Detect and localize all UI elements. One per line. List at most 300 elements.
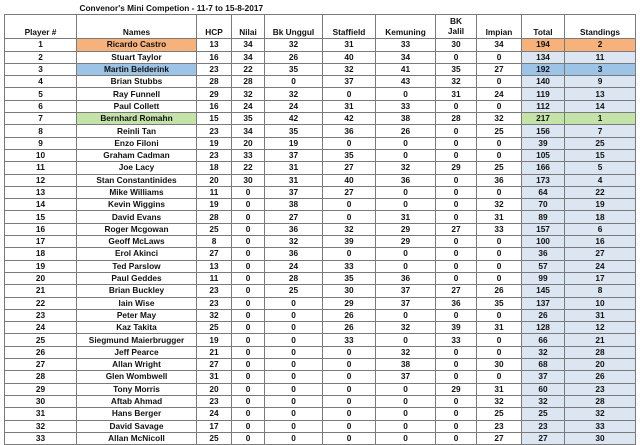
staffield-score-cell: 35 — [323, 149, 376, 161]
kemuning-score-cell: 32 — [376, 346, 436, 358]
nilai-score-cell: 0 — [232, 346, 265, 358]
total-cell: 27 — [522, 432, 565, 444]
player-name-cell: Ricardo Castro — [77, 39, 197, 51]
staffield-score-cell: 39 — [323, 236, 376, 248]
kemuning-score-cell: 34 — [376, 51, 436, 63]
total-cell: 36 — [522, 248, 565, 260]
nilai-score-cell: 0 — [232, 371, 265, 383]
standings-cell: 30 — [565, 432, 636, 444]
total-cell: 32 — [522, 395, 565, 407]
player-name-cell: Joe Lacy — [77, 162, 197, 174]
bk-jalil-score-cell: 0 — [436, 211, 477, 223]
table-row — [5, 322, 636, 334]
player-name-cell: David Savage — [77, 420, 197, 432]
player-name-cell: Stuart Taylor — [77, 51, 197, 63]
player-number-cell: 28 — [5, 371, 77, 383]
table-row — [5, 199, 636, 211]
impian-score-cell: 0 — [477, 236, 522, 248]
table-row — [5, 113, 636, 125]
player-name-cell: Roger Mcgowan — [77, 223, 197, 235]
table-row — [5, 125, 636, 137]
hcp-cell: 28 — [197, 211, 232, 223]
standings-cell: 19 — [565, 199, 636, 211]
impian-score-cell: 0 — [477, 371, 522, 383]
player-name-cell: Allan Wright — [77, 359, 197, 371]
player-number-cell: 18 — [5, 248, 77, 260]
bk-jalil-score-cell: 32 — [436, 76, 477, 88]
table-row — [5, 51, 636, 63]
player-number-cell: 2 — [5, 51, 77, 63]
bk-unggul-score-cell: 26 — [265, 51, 323, 63]
hcp-cell: 23 — [197, 285, 232, 297]
impian-score-cell: 31 — [477, 322, 522, 334]
player-name-cell: Mike Williams — [77, 186, 197, 198]
total-cell: 166 — [522, 162, 565, 174]
header-staffield: Staffield — [323, 15, 376, 39]
player-name-cell: Glen Wombwell — [77, 371, 197, 383]
staffield-score-cell: 42 — [323, 113, 376, 125]
bk-jalil-score-cell: 0 — [436, 359, 477, 371]
total-cell: 156 — [522, 125, 565, 137]
nilai-score-cell: 24 — [232, 100, 265, 112]
table-row — [5, 39, 636, 51]
player-name-cell: Stan Constantinides — [77, 174, 197, 186]
standings-cell: 20 — [565, 359, 636, 371]
player-number-cell: 27 — [5, 359, 77, 371]
standings-cell: 2 — [565, 39, 636, 51]
player-number-cell: 26 — [5, 346, 77, 358]
bk-unggul-score-cell: 35 — [265, 125, 323, 137]
bk-unggul-score-cell: 37 — [265, 149, 323, 161]
bk-jalil-score-cell: 0 — [436, 100, 477, 112]
player-number-cell: 19 — [5, 260, 77, 272]
nilai-score-cell: 0 — [232, 260, 265, 272]
staffield-score-cell: 32 — [323, 63, 376, 75]
total-cell: 70 — [522, 199, 565, 211]
nilai-score-cell: 0 — [232, 272, 265, 284]
player-name-cell: Jeff Pearce — [77, 346, 197, 358]
header-bk-jalil: BK Jalil — [436, 15, 477, 39]
impian-score-cell: 30 — [477, 359, 522, 371]
standings-cell: 14 — [565, 100, 636, 112]
nilai-score-cell: 35 — [232, 113, 265, 125]
player-number-cell: 31 — [5, 408, 77, 420]
kemuning-score-cell: 26 — [376, 125, 436, 137]
bk-jalil-score-cell: 35 — [436, 63, 477, 75]
header-names: Names — [77, 15, 197, 39]
kemuning-score-cell: 0 — [376, 408, 436, 420]
standings-cell: 24 — [565, 260, 636, 272]
standings-cell: 28 — [565, 395, 636, 407]
player-name-cell: Ray Funnell — [77, 88, 197, 100]
player-name-cell: Bernhard Romahn — [77, 113, 197, 125]
bk-jalil-score-cell: 0 — [436, 272, 477, 284]
player-name-cell: Iain Wise — [77, 297, 197, 309]
header-bk-unggul: Bk Unggul — [265, 15, 323, 39]
bk-jalil-score-cell: 31 — [436, 88, 477, 100]
hcp-cell: 21 — [197, 346, 232, 358]
table-row — [5, 371, 636, 383]
impian-score-cell: 0 — [477, 346, 522, 358]
kemuning-score-cell: 33 — [376, 100, 436, 112]
hcp-cell: 16 — [197, 100, 232, 112]
bk-jalil-score-cell: 36 — [436, 297, 477, 309]
table-row — [5, 100, 636, 112]
kemuning-score-cell: 37 — [376, 285, 436, 297]
bk-jalil-score-cell: 0 — [436, 149, 477, 161]
standings-cell: 8 — [565, 285, 636, 297]
bk-jalil-score-cell: 39 — [436, 322, 477, 334]
standings-cell: 26 — [565, 371, 636, 383]
player-name-cell: Allan McNicoll — [77, 432, 197, 444]
player-number-cell: 3 — [5, 63, 77, 75]
hcp-cell: 17 — [197, 420, 232, 432]
kemuning-score-cell: 43 — [376, 76, 436, 88]
bk-jalil-score-cell: 28 — [436, 113, 477, 125]
staffield-score-cell: 0 — [323, 137, 376, 149]
nilai-score-cell: 0 — [232, 408, 265, 420]
standings-cell: 21 — [565, 334, 636, 346]
table-row — [5, 88, 636, 100]
player-name-cell: David Evans — [77, 211, 197, 223]
total-cell: 217 — [522, 113, 565, 125]
bk-jalil-score-cell: 30 — [436, 39, 477, 51]
staffield-score-cell: 26 — [323, 322, 376, 334]
kemuning-score-cell: 0 — [376, 260, 436, 272]
hcp-cell: 13 — [197, 260, 232, 272]
table-row — [5, 383, 636, 395]
impian-score-cell: 0 — [477, 309, 522, 321]
staffield-score-cell: 0 — [323, 420, 376, 432]
player-name-cell: Brian Buckley — [77, 285, 197, 297]
bk-unggul-score-cell: 32 — [265, 88, 323, 100]
player-name-cell: Paul Collett — [77, 100, 197, 112]
impian-score-cell: 0 — [477, 248, 522, 260]
bk-jalil-score-cell: 27 — [436, 223, 477, 235]
staffield-score-cell: 37 — [323, 76, 376, 88]
bk-unggul-score-cell: 24 — [265, 260, 323, 272]
table-row — [5, 223, 636, 235]
standings-cell: 1 — [565, 113, 636, 125]
impian-score-cell: 34 — [477, 39, 522, 51]
player-number-cell: 25 — [5, 334, 77, 346]
impian-score-cell: 31 — [477, 383, 522, 395]
total-cell: 26 — [522, 309, 565, 321]
total-cell: 32 — [522, 346, 565, 358]
nilai-score-cell: 34 — [232, 125, 265, 137]
total-cell: 112 — [522, 100, 565, 112]
nilai-score-cell: 0 — [232, 285, 265, 297]
standings-cell: 25 — [565, 137, 636, 149]
impian-score-cell: 25 — [477, 162, 522, 174]
standings-cell: 18 — [565, 211, 636, 223]
player-name-cell: Hans Berger — [77, 408, 197, 420]
nilai-score-cell: 0 — [232, 186, 265, 198]
bk-unggul-score-cell: 35 — [265, 63, 323, 75]
kemuning-score-cell: 31 — [376, 211, 436, 223]
player-name-cell: Peter May — [77, 309, 197, 321]
bk-unggul-score-cell: 38 — [265, 199, 323, 211]
bk-jalil-score-cell: 33 — [436, 334, 477, 346]
hcp-cell: 11 — [197, 272, 232, 284]
bk-jalil-score-cell: 0 — [436, 186, 477, 198]
table-row — [5, 285, 636, 297]
standings-cell: 33 — [565, 420, 636, 432]
impian-score-cell: 0 — [477, 149, 522, 161]
total-cell: 37 — [522, 371, 565, 383]
hcp-cell: 19 — [197, 199, 232, 211]
nilai-score-cell: 0 — [232, 223, 265, 235]
player-number-cell: 13 — [5, 186, 77, 198]
standings-cell: 32 — [565, 408, 636, 420]
bk-unggul-score-cell: 32 — [265, 39, 323, 51]
impian-score-cell: 0 — [477, 137, 522, 149]
staffield-score-cell: 0 — [323, 432, 376, 444]
nilai-score-cell: 22 — [232, 63, 265, 75]
player-number-cell: 5 — [5, 88, 77, 100]
total-cell: 140 — [522, 76, 565, 88]
staffield-score-cell: 0 — [323, 395, 376, 407]
standings-cell: 17 — [565, 272, 636, 284]
player-number-cell: 32 — [5, 420, 77, 432]
hcp-cell: 15 — [197, 113, 232, 125]
bk-unggul-score-cell: 0 — [265, 334, 323, 346]
player-name-cell: Erol Akinci — [77, 248, 197, 260]
total-cell: 128 — [522, 322, 565, 334]
kemuning-score-cell: 0 — [376, 199, 436, 211]
table-row — [5, 236, 636, 248]
header-impian: Impian — [477, 15, 522, 39]
header-total: Total — [522, 15, 565, 39]
impian-score-cell: 24 — [477, 88, 522, 100]
impian-score-cell: 35 — [477, 297, 522, 309]
hcp-cell: 13 — [197, 39, 232, 51]
kemuning-score-cell: 0 — [376, 186, 436, 198]
player-rows — [5, 39, 636, 445]
staffield-score-cell: 32 — [323, 223, 376, 235]
impian-score-cell: 0 — [477, 76, 522, 88]
kemuning-score-cell: 38 — [376, 359, 436, 371]
table-row — [5, 174, 636, 186]
total-cell: 39 — [522, 137, 565, 149]
bk-unggul-score-cell: 25 — [265, 285, 323, 297]
staffield-score-cell: 27 — [323, 162, 376, 174]
player-number-cell: 30 — [5, 395, 77, 407]
impian-score-cell: 27 — [477, 63, 522, 75]
total-cell: 57 — [522, 260, 565, 272]
player-name-cell: Brian Stubbs — [77, 76, 197, 88]
total-cell: 119 — [522, 88, 565, 100]
bk-unggul-score-cell: 0 — [265, 395, 323, 407]
player-name-cell: Kevin Wiggins — [77, 199, 197, 211]
staffield-score-cell: 0 — [323, 211, 376, 223]
staffield-score-cell: 0 — [323, 383, 376, 395]
staffield-score-cell: 33 — [323, 334, 376, 346]
total-cell: 64 — [522, 186, 565, 198]
hcp-cell: 25 — [197, 223, 232, 235]
bk-unggul-score-cell: 24 — [265, 100, 323, 112]
standings-cell: 4 — [565, 174, 636, 186]
staffield-score-cell: 0 — [323, 346, 376, 358]
player-name-cell: Graham Cadman — [77, 149, 197, 161]
standings-cell: 22 — [565, 186, 636, 198]
kemuning-score-cell: 29 — [376, 223, 436, 235]
staffield-score-cell: 36 — [323, 125, 376, 137]
bk-jalil-score-cell: 0 — [436, 309, 477, 321]
player-name-cell: Tony Morris — [77, 383, 197, 395]
kemuning-score-cell: 41 — [376, 63, 436, 75]
kemuning-score-cell: 37 — [376, 297, 436, 309]
nilai-score-cell: 0 — [232, 248, 265, 260]
staffield-score-cell: 31 — [323, 100, 376, 112]
nilai-score-cell: 34 — [232, 51, 265, 63]
kemuning-score-cell: 0 — [376, 334, 436, 346]
bk-unggul-score-cell: 0 — [265, 309, 323, 321]
nilai-score-cell: 22 — [232, 162, 265, 174]
bk-unggul-score-cell: 0 — [265, 383, 323, 395]
player-name-cell: Ted Parslow — [77, 260, 197, 272]
total-cell: 105 — [522, 149, 565, 161]
player-name-cell: Reinli Tan — [77, 125, 197, 137]
bk-unggul-score-cell: 27 — [265, 211, 323, 223]
table-row — [5, 63, 636, 75]
player-number-cell: 7 — [5, 113, 77, 125]
kemuning-score-cell: 36 — [376, 272, 436, 284]
impian-score-cell: 32 — [477, 113, 522, 125]
hcp-cell: 20 — [197, 174, 232, 186]
staffield-score-cell: 0 — [323, 359, 376, 371]
header-nilai: Nilai — [232, 15, 265, 39]
staffield-score-cell: 26 — [323, 309, 376, 321]
player-number-cell: 20 — [5, 272, 77, 284]
hcp-cell: 16 — [197, 51, 232, 63]
standings-cell: 5 — [565, 162, 636, 174]
player-number-cell: 21 — [5, 285, 77, 297]
standings-cell: 13 — [565, 88, 636, 100]
bk-jalil-score-cell: 0 — [436, 260, 477, 272]
staffield-score-cell: 40 — [323, 51, 376, 63]
player-number-cell: 23 — [5, 309, 77, 321]
total-cell: 99 — [522, 272, 565, 284]
impian-score-cell: 31 — [477, 211, 522, 223]
nilai-score-cell: 0 — [232, 334, 265, 346]
header-hcp: HCP — [197, 15, 232, 39]
impian-score-cell: 25 — [477, 408, 522, 420]
hcp-cell: 23 — [197, 149, 232, 161]
hcp-cell: 23 — [197, 297, 232, 309]
bk-jalil-score-cell: 27 — [436, 285, 477, 297]
bk-jalil-score-cell: 0 — [436, 420, 477, 432]
bk-unggul-score-cell: 31 — [265, 174, 323, 186]
kemuning-score-cell: 0 — [376, 383, 436, 395]
kemuning-score-cell: 32 — [376, 162, 436, 174]
player-number-cell: 14 — [5, 199, 77, 211]
standings-cell: 31 — [565, 309, 636, 321]
header-standings: Standings — [565, 15, 636, 39]
bk-unggul-score-cell: 36 — [265, 223, 323, 235]
bk-unggul-score-cell: 19 — [265, 137, 323, 149]
nilai-score-cell: 0 — [232, 420, 265, 432]
bk-unggul-score-cell: 0 — [265, 432, 323, 444]
impian-score-cell: 0 — [477, 334, 522, 346]
kemuning-score-cell: 0 — [376, 137, 436, 149]
bk-unggul-score-cell: 28 — [265, 272, 323, 284]
nilai-score-cell: 0 — [232, 236, 265, 248]
standings-cell: 3 — [565, 63, 636, 75]
title-spacer — [5, 3, 77, 15]
table-row — [5, 408, 636, 420]
hcp-cell: 23 — [197, 125, 232, 137]
nilai-score-cell: 0 — [232, 395, 265, 407]
hcp-cell: 25 — [197, 432, 232, 444]
staffield-score-cell: 31 — [323, 39, 376, 51]
kemuning-score-cell: 0 — [376, 395, 436, 407]
bk-unggul-score-cell: 0 — [265, 359, 323, 371]
hcp-cell: 11 — [197, 186, 232, 198]
table-row — [5, 334, 636, 346]
player-number-cell: 29 — [5, 383, 77, 395]
nilai-score-cell: 28 — [232, 76, 265, 88]
kemuning-score-cell: 0 — [376, 88, 436, 100]
title-row — [5, 3, 636, 15]
player-name-cell: Paul Geddes — [77, 272, 197, 284]
standings-cell: 6 — [565, 223, 636, 235]
staffield-score-cell: 27 — [323, 186, 376, 198]
player-number-cell: 17 — [5, 236, 77, 248]
kemuning-score-cell: 0 — [376, 248, 436, 260]
standings-cell: 23 — [565, 383, 636, 395]
nilai-score-cell: 30 — [232, 174, 265, 186]
bk-jalil-score-cell: 0 — [436, 248, 477, 260]
bk-jalil-score-cell: 0 — [436, 51, 477, 63]
bk-unggul-score-cell: 42 — [265, 113, 323, 125]
kemuning-score-cell: 0 — [376, 420, 436, 432]
impian-score-cell: 23 — [477, 420, 522, 432]
staffield-score-cell: 35 — [323, 272, 376, 284]
player-number-cell: 6 — [5, 100, 77, 112]
hcp-cell: 19 — [197, 334, 232, 346]
nilai-score-cell: 33 — [232, 149, 265, 161]
hcp-cell: 27 — [197, 248, 232, 260]
bk-unggul-score-cell: 0 — [265, 371, 323, 383]
impian-score-cell: 25 — [477, 125, 522, 137]
bk-unggul-score-cell: 36 — [265, 248, 323, 260]
nilai-score-cell: 0 — [232, 359, 265, 371]
bk-unggul-score-cell: 32 — [265, 236, 323, 248]
bk-jalil-score-cell: 0 — [436, 125, 477, 137]
kemuning-score-cell: 38 — [376, 113, 436, 125]
total-cell: 68 — [522, 359, 565, 371]
player-name-cell: Aftab Ahmad — [77, 395, 197, 407]
bk-jalil-score-cell: 0 — [436, 174, 477, 186]
bk-unggul-score-cell: 0 — [265, 76, 323, 88]
standings-cell: 11 — [565, 51, 636, 63]
bk-jalil-score-cell: 0 — [436, 199, 477, 211]
hcp-cell: 32 — [197, 309, 232, 321]
table-row — [5, 395, 636, 407]
bk-jalil-score-cell: 0 — [436, 395, 477, 407]
hcp-cell: 8 — [197, 236, 232, 248]
player-number-cell: 10 — [5, 149, 77, 161]
standings-cell: 10 — [565, 297, 636, 309]
table-row — [5, 186, 636, 198]
kemuning-score-cell: 37 — [376, 371, 436, 383]
table-row — [5, 260, 636, 272]
player-number-cell: 22 — [5, 297, 77, 309]
bk-jalil-score-cell: 0 — [436, 408, 477, 420]
table-row — [5, 420, 636, 432]
header-player: Player # — [5, 15, 77, 39]
